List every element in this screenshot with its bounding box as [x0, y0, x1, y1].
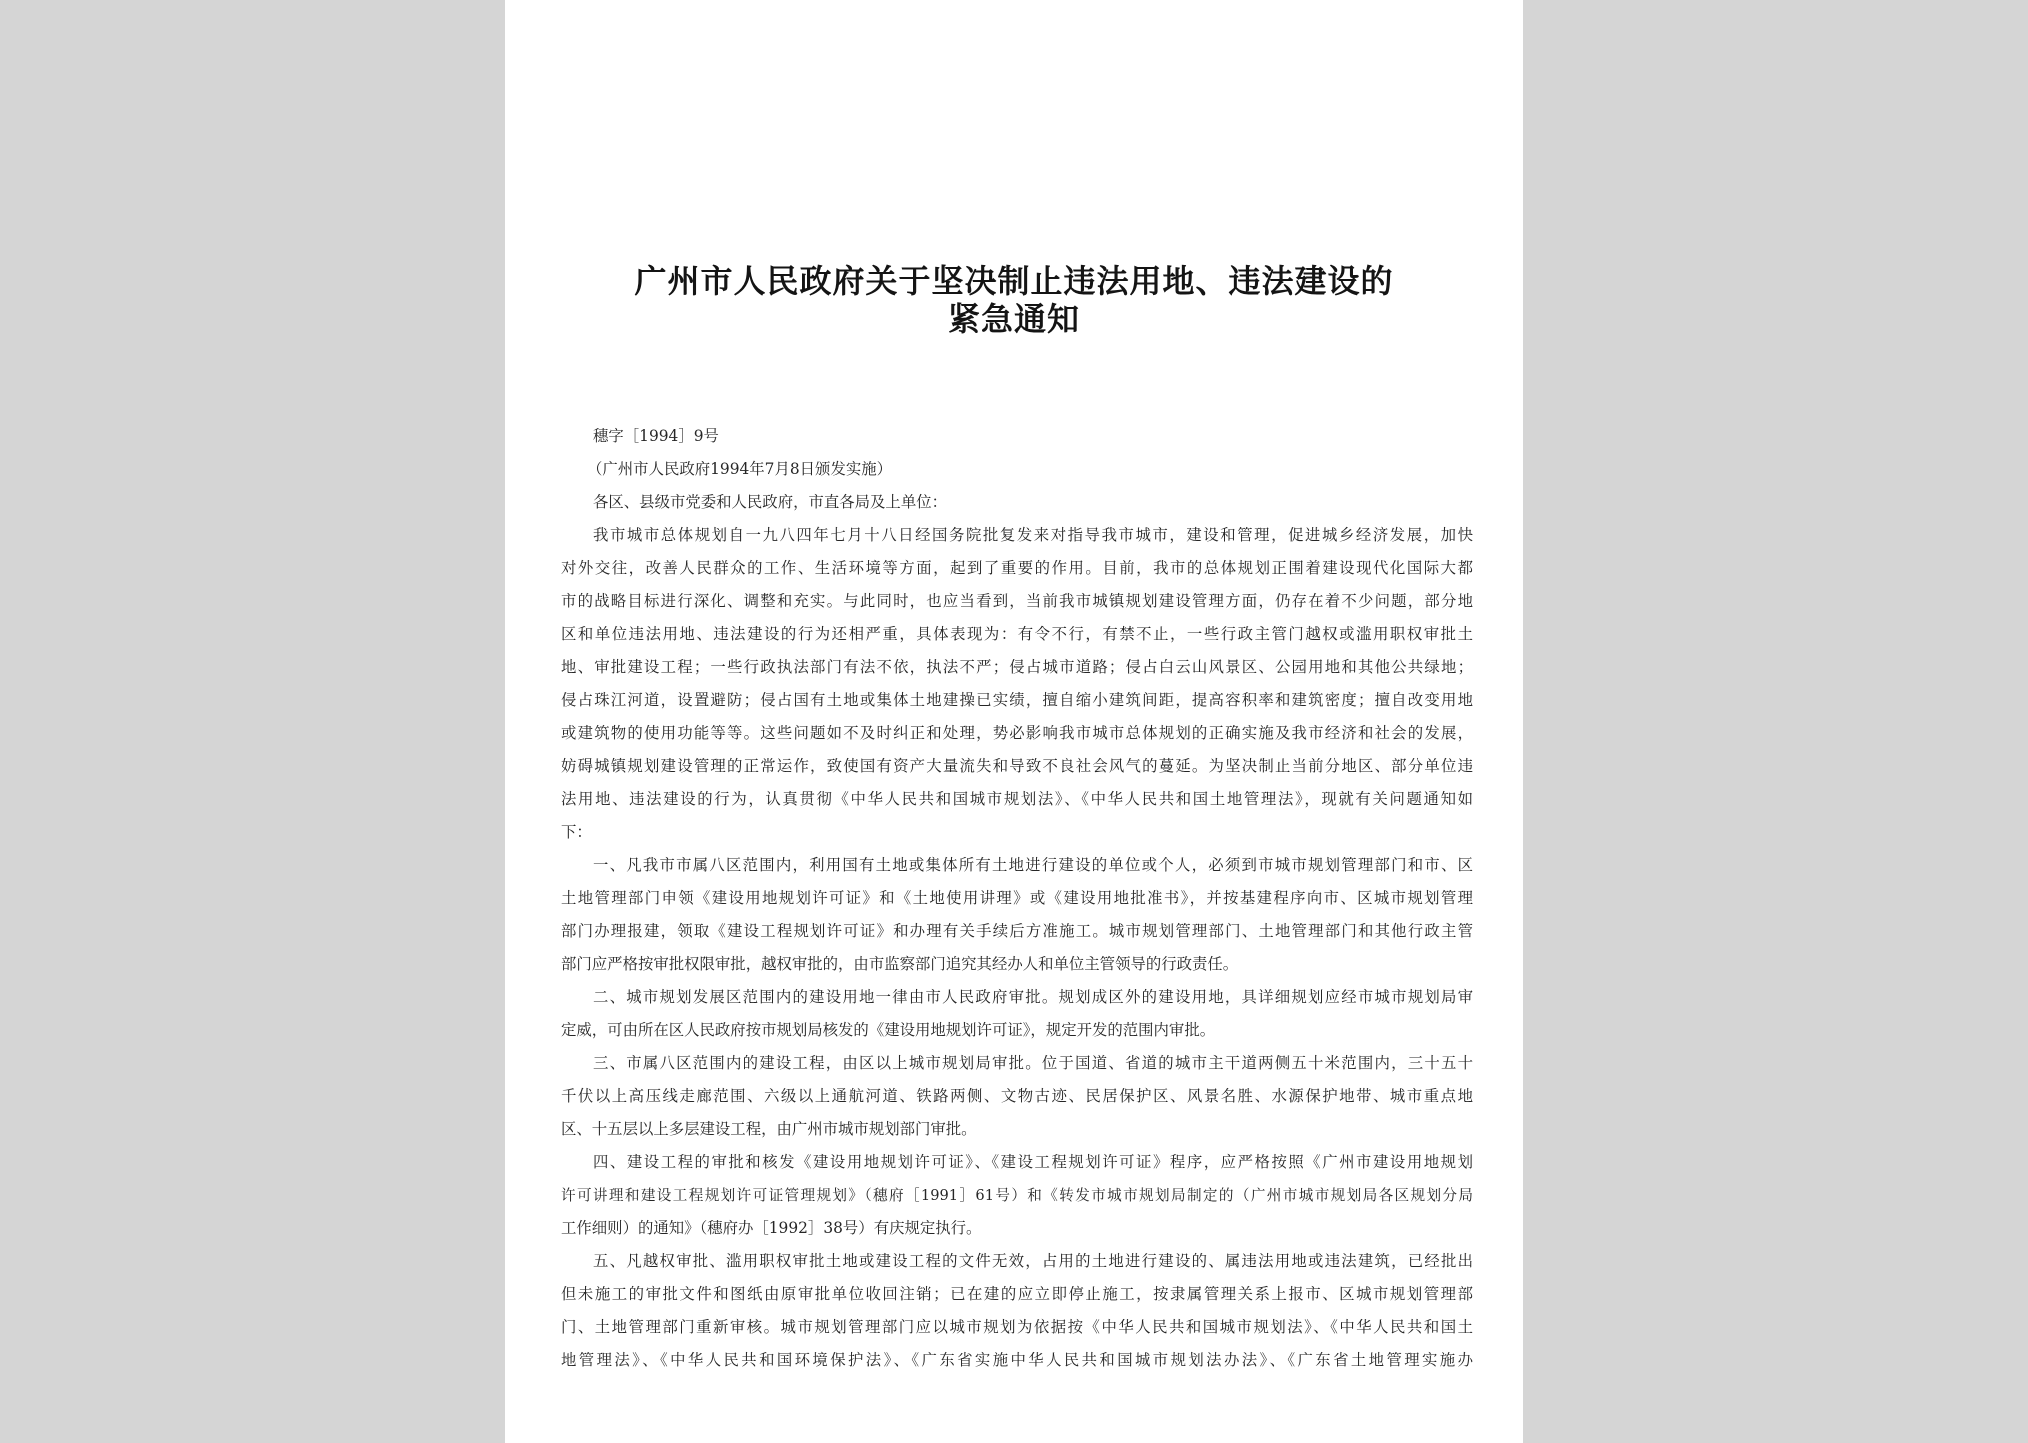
addressee: 各区、县级市党委和人民政府，市直各局及上单位：	[593, 493, 947, 511]
paragraph-line: 市的战略目标进行深化、调整和充实。与此同时，也应当看到，当前我市城镇规划建设管理方面，仍存在着不少问题，部分地	[561, 592, 1473, 610]
doc-number: 穗字［1994］9号	[593, 427, 719, 445]
paragraph-line: 土地管理部门申领《建设用地规划许可证》和《土地使用讲理》或《建设用地批准书》，并按基建程序向市、区城市规划管理	[561, 889, 1473, 907]
title-line: 广州市人民政府关于坚决制止违法用地、违法建设的	[634, 262, 1394, 300]
paragraph-line: 地管理法》、《中华人民共和国环境保护法》、《广东省实施中华人民共和国城市规划法办法》、《广东省土地管理实施办	[561, 1351, 1473, 1369]
viewer-left-margin	[0, 0, 505, 1443]
paragraph-line: 许可讲理和建设工程规划许可证管理规划》（穗府［1991］61号）和《转发市城市规划局制定的（广州市城市规划局各区规划分局	[561, 1187, 1473, 1204]
paragraph-line: 侵占珠江河道，设置避防；侵占国有土地或集体土地建操已实绩，擅自缩小建筑间距，提高容积率和建筑密度；擅自改变用地	[561, 691, 1473, 709]
title-line: 紧急通知	[947, 300, 1080, 338]
paragraph-line: 四、建设工程的审批和核发《建设用地规划许可证》、《建设工程规划许可证》程序，应严格按照《广州市建设用地规划	[593, 1153, 1473, 1171]
issue-note: （广州市人民政府1994年7月8日颁发实施）	[587, 460, 893, 478]
paragraph-line: 五、凡越权审批、滥用职权审批土地或建设工程的文件无效，占用的土地进行建设的、属违法用地或违法建筑，已经批出	[593, 1252, 1473, 1270]
paragraph-line: 三、市属八区范围内的建设工程，由区以上城市规划局审批。位于国道、省道的城市主干道两侧五十米范围内，三十五十	[593, 1054, 1473, 1072]
paragraph-line: 部门办理报建，领取《建设工程规划许可证》和办理有关手续后方准施工。城市规划管理部门、土地管理部门和其他行政主管	[561, 922, 1473, 940]
paragraph-line: 一、凡我市市属八区范围内，利用国有土地或集体所有土地进行建设的单位或个人，必须到市城市规划管理部门和市、区	[593, 856, 1473, 874]
document-page	[505, 0, 1523, 1443]
paragraph-line: 下：	[561, 823, 592, 841]
paragraph-line: 千伏以上高压线走廊范围、六级以上通航河道、铁路两侧、文物古迹、民居保护区、风景名胜、水源保护地带、城市重点地	[561, 1087, 1473, 1105]
paragraph-line: 法用地、违法建设的行为，认真贯彻《中华人民共和国城市规划法》、《中华人民共和国土地管理法》，现就有关问题通知如	[561, 790, 1473, 808]
paragraph-line: 地、审批建设工程；一些行政执法部门有法不依，执法不严；侵占城市道路；侵占白云山风景区、公园用地和其他公共绿地；	[561, 658, 1473, 676]
paragraph-line: 部门应严格按审批权限审批，越权审批的，由市监察部门追究其经办人和单位主管领导的行政责任。	[561, 955, 1239, 973]
document-title	[565, 262, 1463, 338]
paragraph-line: 二、城市规划发展区范围内的建设用地一律由市人民政府审批。规划成区外的建设用地，具详细规划应经市城市规划局审	[593, 988, 1473, 1006]
paragraph-line: 但未施工的审批文件和图纸由原审批单位收回注销；已在建的应立即停止施工，按隶属管理关系上报市、区城市规划管理部	[561, 1285, 1473, 1303]
paragraph-line: 对外交往，改善人民群众的工作、生活环境等方面，起到了重要的作用。目前，我市的总体规划正围着建设现代化国际大都	[561, 559, 1473, 577]
paragraph-line: 区、十五层以上多层建设工程，由广州市城市规划部门审批。	[561, 1120, 977, 1138]
paragraph-line: 或建筑物的使用功能等等。这些问题如不及时纠正和处理，势必影响我市城市总体规划的正确实施及我市经济和社会的发展，	[561, 724, 1473, 742]
paragraph-line: 工作细则）的通知》（穗府办［1992］38号）有庆规定执行。	[561, 1219, 982, 1237]
paragraph-line: 门、土地管理部门重新审核。城市规划管理部门应以城市规划为依据按《中华人民共和国城市规划法》、《中华人民共和国土	[561, 1318, 1473, 1336]
paragraph-line: 妨碍城镇规划建设管理的正常运作，致使国有资产大量流失和导致不良社会风气的蔓延。为坚决制止当前分地区、部分单位违	[561, 757, 1473, 775]
paragraph-line: 我市城市总体规划自一九八四年七月十八日经国务院批复发来对指导我市城市，建设和管理，促进城乡经济发展，加快	[593, 526, 1473, 544]
viewer-right-margin	[1523, 0, 2028, 1443]
paragraph-line: 定威，可由所在区人民政府按市规划局核发的《建设用地规划许可证》，规定开发的范围内审批。	[561, 1021, 1216, 1039]
paragraph-line: 区和单位违法用地、违法建设的行为还相严重，具体表现为：有令不行，有禁不止，一些行政主管门越权或滥用职权审批土	[561, 625, 1473, 643]
